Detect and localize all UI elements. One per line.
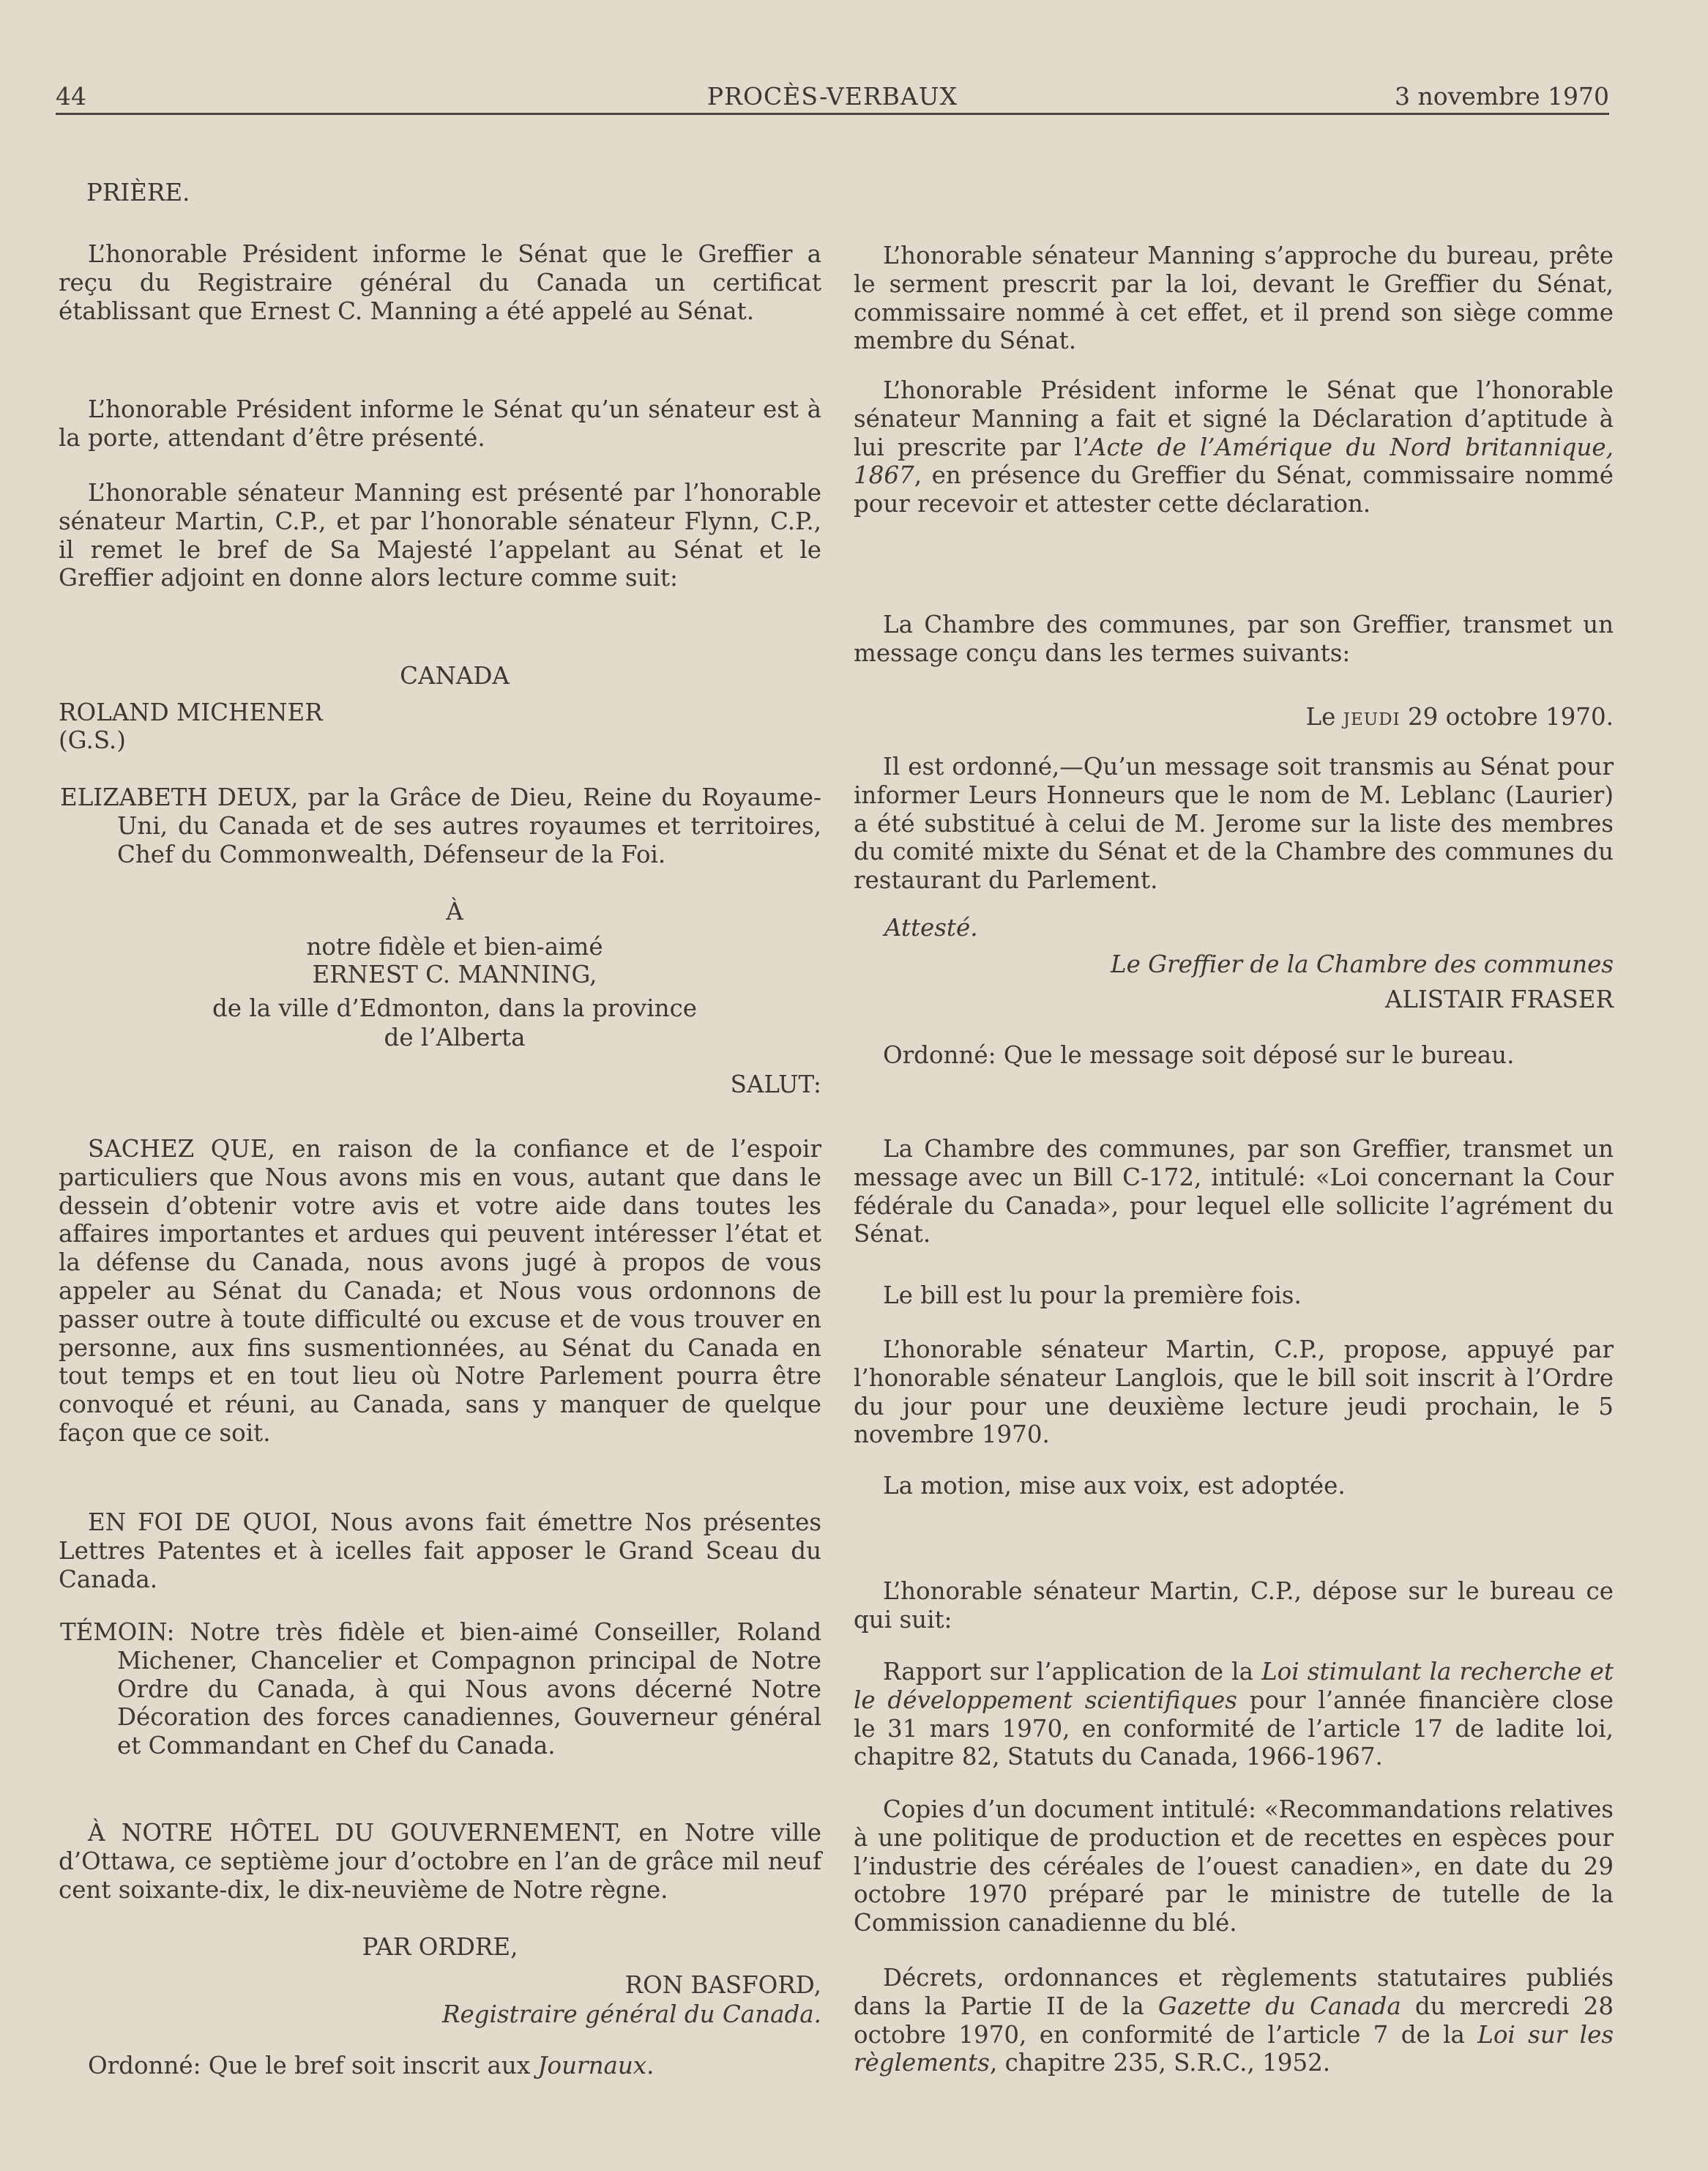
paragraph-copies: Copies d’un document intitulé: «Recommandations relatives à une politique de production et de recettes en espèces pour l’industrie des céréales de l’ouest canadien», en date du 29 octobre 1970 préparé par le ministre de tutelle de la Commission canadienne du blé. [854,1795,1614,1937]
decrets-text-3: , chapitre 235, S.R.C., 1952. [989,2049,1331,2077]
declaration-acte: Acte de l’Amérique du Nord britannique, 1867 [854,433,1614,490]
writ-michener: ROLAND MICHENER [59,699,323,726]
writ-basford: RON BASFORD, [624,1971,821,1999]
writ-par-ordre: PAR ORDRE, [362,1933,518,1961]
writ-elizabeth: ELIZABETH DEUX, par la Grâce de Dieu, Reine du Royaume-Uni, du Canada et de ses autres royaumes et territoires, Chef du Commonwealth, Défenseur de la Foi. [60,783,821,868]
writ-ville-2: de l’Alberta [384,1024,526,1051]
declaration-text-2: , en présence du Greffier du Sénat, commissaire nommé pour recevoir et attester cette déclaration. [854,461,1614,518]
writ-foi: EN FOI DE QUOI, Nous avons fait émettre Nos présentes Lettres Patentes et à icelles fait apposer le Grand Sceau du Canada. [59,1508,821,1593]
declaration-text-1: L’honorable Président informe le Sénat que l’honorable sénateur Manning a fait et signé la Déclaration d’aptitude à lui prescrite par l’ [854,376,1614,461]
header-date: 3 novembre 1970 [1395,82,1609,111]
writ-canada: CANADA [400,662,510,690]
ordonne-journaux: Journaux [537,2052,647,2079]
paragraph-message-1: La Chambre des communes, par son Greffier, transmet un message conçu dans les termes suivants: [854,611,1614,667]
writ-manning: ERNEST C. MANNING, [312,961,597,988]
decrets-text-1: Décrets, ordonnances et règlements statutaires publiés dans la Partie II de la [854,1964,1614,2020]
message-greffier: Le Greffier de la Chambre des communes [1111,950,1614,978]
writ-temoin: TÉMOIN: Notre très fidèle et bien-aimé Conseiller, Roland Michener, Chancelier et Compagnon principal de Notre Ordre du Canada, à qui Nous avons décerné Notre Décoration des forces canadiennes, Gouverneur général et Commandant en Chef du Canada. [60,1618,821,1760]
paragraph-decrets [854,1964,1614,2077]
writ-fidele: notre fidèle et bien-aimé [306,933,603,961]
message-date-rest: 29 octobre 1970. [1400,703,1614,731]
paragraph-ordonne-message: Il est ordonné,—Qu’un message soit transmis au Sénat pour informer Leurs Honneurs que le nom de M. Leblanc (Laurier) a été substitué à celui de M. Jerome sur la liste des membres du comité mixte du Sénat et de la Chambre des communes du restaurant du Parlement. [854,753,1614,895]
writ-salut: SALUT: [730,1070,821,1098]
page-title: PROCÈS-VERBAUX [706,82,958,111]
rapport-loi: Loi stimulant la recherche et le développement scientifiques [854,1658,1614,1714]
paragraph-motion-adoptee: La motion, mise aux voix, est adoptée. [883,1472,1346,1500]
writ-a: À [446,898,463,926]
ordonne-period: . [646,2052,655,2079]
paragraph-ordonne-depose: Ordonné: Que le message soit déposé sur le bureau. [883,1041,1515,1069]
paragraph-martin-propose: L’honorable sénateur Martin, C.P., propose, appuyé par l’honorable sénateur Langlois, que le bill soit inscrit à l’Ordre du jour pour une deuxième lecture jeudi prochain, le 5 novembre 1970. [854,1336,1614,1449]
section-heading-priere: PRIÈRE. [86,179,190,206]
writ-registraire: Registraire général du Canada. [441,2000,821,2028]
paragraph-rapport [854,1658,1614,1771]
decrets-loi: Loi sur les règlements [854,2020,1614,2077]
message-date-le: Le [1305,703,1343,731]
paragraph-martin-depose: L’honorable sénateur Martin, C.P., dépose sur le bureau ce qui suit: [854,1577,1614,1634]
paragraph-senateur-porte: L’honorable Président informe le Sénat qu’un sénateur est à la porte, attendant d’être présenté. [59,395,821,452]
writ-sachez: SACHEZ QUE, en raison de la confiance et de l’espoir particuliers que Nous avons mis en vous, autant que dans le dessein d’obtenir votre avis et votre aide dans toutes les affaires importantes et ardues qui peuvent intéresser l’état et la défense du Canada, nous avons jugé à propos de vous appeler au Sénat du Canada; et Nous vous ordonnons de passer outre à toute difficulté ou excuse et de vous trouver en personne, aux fins susmentionnées, au Sénat du Canada en tout temps et en tout lieu où Notre Parlement pourra être convoqué et réuni, au Canada, sans y manquer de quelque façon que ce soit. [59,1135,821,1447]
paragraph-bill-lu: Le bill est lu pour la première fois. [883,1281,1302,1309]
rapport-text-2: pour l’année financière close le 31 mars 1970, en conformité de l’article 17 de ladite loi, chapitre 82, Statuts du Canada, 1966-1967. [854,1686,1614,1771]
paragraph-declaration [854,376,1614,518]
message-date-jeudi: jeudi [1343,703,1401,731]
paragraph-bill-c172: La Chambre des communes, par son Greffier, transmet un message avec un Bill C-172, intitulé: «Loi concernant la Cour fédérale du Canada», pour lequel elle sollicite l’agrément du Sénat. [854,1135,1614,1248]
message-fraser: ALISTAIR FRASER [1384,986,1614,1013]
page-number: 44 [56,82,86,111]
decrets-text-2: du mercredi 28 octobre 1970, en conformité de l’article 7 de la [854,1992,1614,2049]
paragraph-ordonne-bref [59,2052,821,2080]
writ-hotel: À NOTRE HÔTEL DU GOUVERNEMENT, en Notre ville d’Ottawa, ce septième jour d’octobre en l’an de grâce mil neuf cent soixante-dix, le dix-neuvième de Notre règne. [59,1819,821,1904]
ordonne-text: Ordonné: Que le bref soit inscrit aux [88,2052,538,2079]
message-date [854,703,1614,731]
decrets-gazette: Gazette du Canada [1157,1992,1401,2020]
paragraph-presentation: L’honorable sénateur Manning est présenté par l’honorable sénateur Martin, C.P., et par l’honorable sénateur Flynn, C.P., il remet le bref de Sa Majesté l’appelant au Sénat et le Greffier adjoint en donne alors lecture comme suit: [59,479,821,592]
writ-ville-1: de la ville d’Edmonton, dans la province [212,994,698,1022]
page-header [56,78,1609,115]
writ-gs: (G.S.) [59,726,126,754]
paragraph-serment: L’honorable sénateur Manning s’approche du bureau, prête le serment prescrit par la loi, devant le Greffier du Sénat, commissaire nommé à cet effet, et il prend son siège comme membre du Sénat. [854,242,1614,355]
paragraph-certificat: L’honorable Président informe le Sénat que le Greffier a reçu du Registraire général du Canada un certificat établissant que Ernest C. Manning a été appelé au Sénat. [59,240,821,325]
message-atteste: Attesté. [884,914,978,942]
rapport-text-1: Rapport sur l’application de la [883,1658,1262,1686]
